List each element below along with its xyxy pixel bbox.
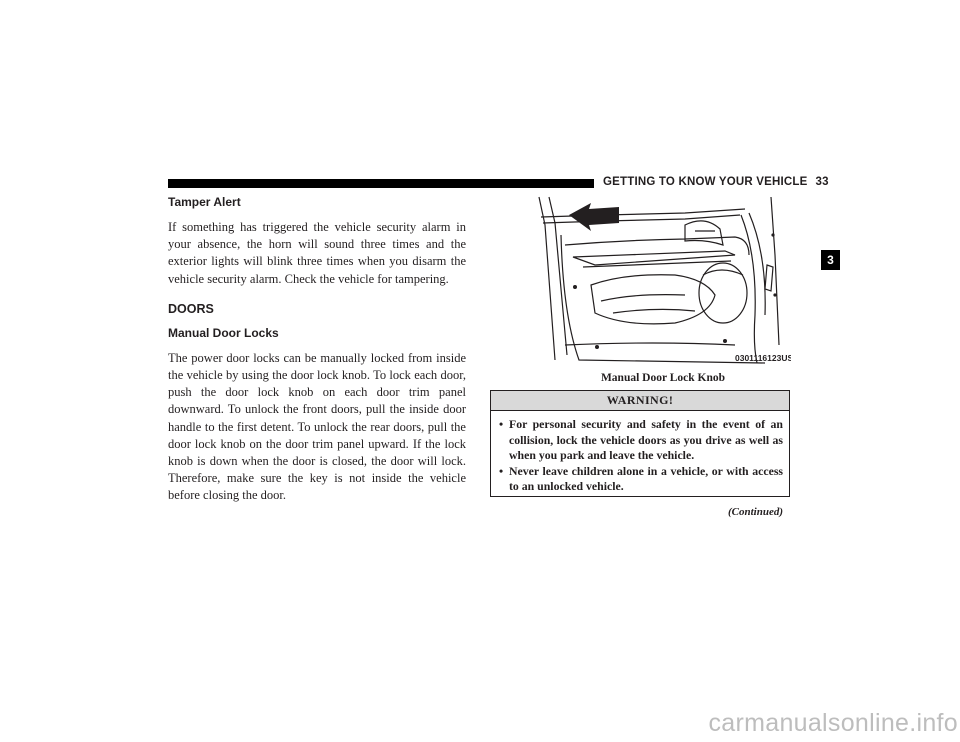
warning-box xyxy=(490,390,790,497)
left-column xyxy=(168,195,466,519)
manual-locks-paragraph: The power door locks can be manually locked from inside the vehicle by using the door lock knob. To lock each door, push the door lock knob on each door trim panel downward. To unlock the front doors, pull the inside door handle to the first detent. To unlock the rear doors, pull the door lock knob on the door trim panel upward. If the lock knob is down when the door is closed, the door will lock. Therefore, make sure the key is not inside the vehicle before closing the door. xyxy=(168,350,466,503)
page-number: 33 xyxy=(815,176,829,188)
bullet-icon: • xyxy=(499,417,504,431)
bullet-icon: • xyxy=(499,463,504,478)
warning-list xyxy=(499,417,783,495)
manual-locks-heading: Manual Door Locks xyxy=(168,325,279,340)
header-rule xyxy=(168,179,594,188)
warning-title: WARNING! xyxy=(491,391,789,411)
door-panel-illustration xyxy=(535,195,791,371)
tamper-alert-heading: Tamper Alert xyxy=(168,195,241,209)
chapter-tab[interactable]: 3 xyxy=(821,250,840,270)
section-title: GETTING TO KNOW YOUR VEHICLE xyxy=(603,176,808,188)
watermark[interactable]: carmanualsonline.info xyxy=(708,709,958,737)
tamper-alert-paragraph: If something has triggered the vehicle security alarm in your absence, the horn will sound three times and the exterior lights will blink three times when you disarm the vehicle security alarm. Check the vehicle for tampering. xyxy=(168,220,466,286)
continued-note: (Continued) xyxy=(728,506,784,518)
running-header xyxy=(603,176,829,188)
warning-item xyxy=(499,417,783,464)
warning-item-text: For personal security and safety in the event of an collision, lock the vehicle doors as you drive as well as when you park and leave the vehicle. xyxy=(509,417,783,463)
warning-item-text: Never leave children alone in a vehicle, or with access to an unlocked vehicle. xyxy=(509,463,783,494)
figure-code: 0301116123US xyxy=(735,353,791,363)
figure-caption: Manual Door Lock Knob xyxy=(600,372,726,384)
warning-item xyxy=(499,464,783,495)
doors-heading: DOORS xyxy=(168,301,214,316)
